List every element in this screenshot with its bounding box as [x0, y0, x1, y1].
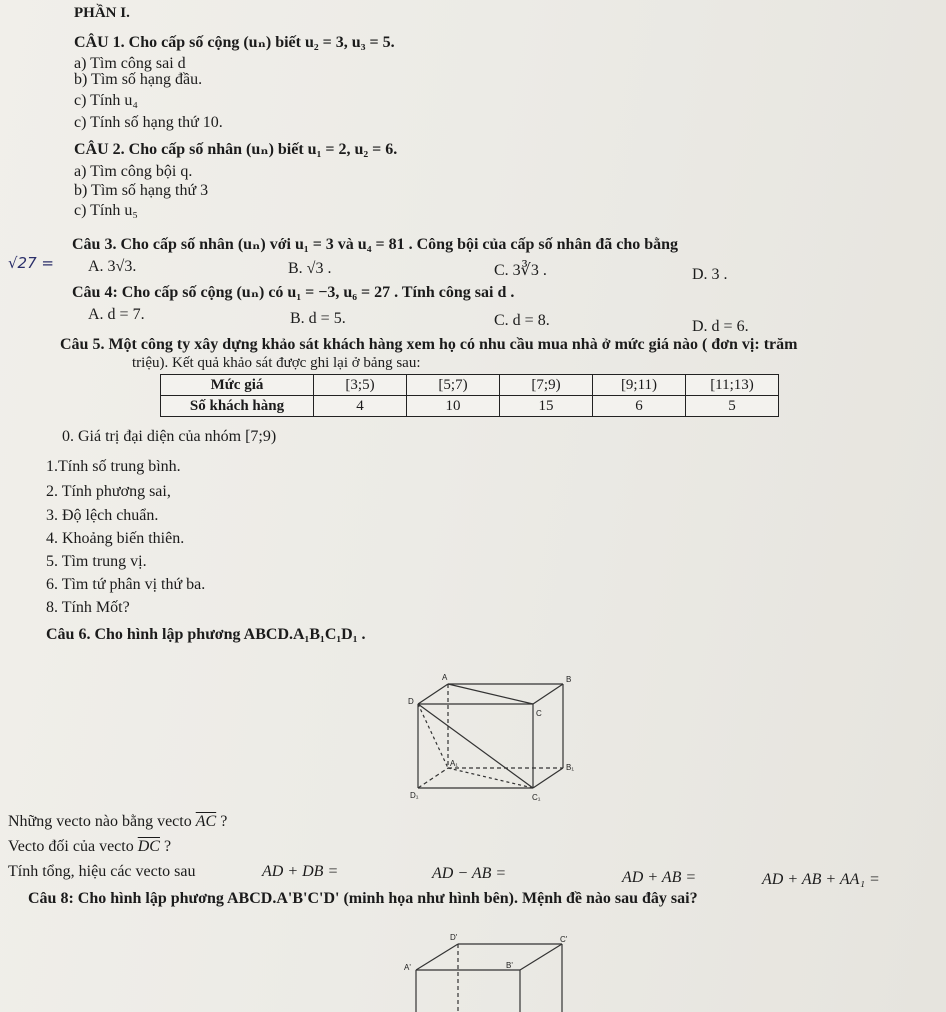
label-b-prime: B' — [506, 961, 513, 970]
q5-item-6: 6. Tìm tứ phân vị thứ ba. — [46, 576, 206, 593]
q3-option-d: D. 3 . — [692, 266, 728, 283]
label-c-prime: C' — [560, 935, 568, 944]
cube-diagram — [398, 670, 588, 810]
label-b1: B₁ — [566, 763, 575, 772]
q5-item-4: 4. Khoảng biến thiên. — [46, 530, 185, 547]
q6-expr-2: AD − AB = — [432, 865, 507, 882]
table-header-customers: Số khách hàng — [161, 396, 314, 417]
table-cell: [9;11) — [593, 375, 686, 396]
table-cell: 6 — [593, 396, 686, 417]
table-cell: 4 — [314, 396, 407, 417]
q5-item-8: 8. Tính Mốt? — [46, 599, 130, 616]
q6-s2-text: Vecto đối của vecto — [8, 838, 138, 855]
cube-hidden-edge — [418, 768, 448, 788]
table-cell: 10 — [407, 396, 500, 417]
q3-title: Câu 3. Cho cấp số nhân (uₙ) với u₁ = 3 và u₄ = 81 . Công bội của cấp số nhân đã cho bằng — [72, 236, 679, 253]
table-cell: [11;13) — [686, 375, 779, 396]
q5-title-line1: Câu 5. Một công ty xây dựng khảo sát khách hàng xem họ có nhu cầu mua nhà ở mức giá nào ( đơn vị: trăm — [60, 336, 798, 353]
handwritten-note: √27 = — [8, 254, 54, 272]
cube-edge — [520, 944, 562, 970]
q6-expr-3: AD + AB = — [622, 869, 697, 886]
q6-title: Câu 6. Cho hình lập phương ABCD.A₁B₁C₁D₁ . — [46, 626, 366, 643]
q6-statement-1 — [8, 813, 227, 831]
table-cell: [5;7) — [407, 375, 500, 396]
q4-option-c: C. d = 8. — [494, 312, 550, 329]
label-d-prime: D' — [450, 933, 458, 942]
cube-edge — [416, 944, 458, 970]
q6-statement-3: Tính tổng, hiệu các vecto sau — [8, 863, 196, 880]
cube-diagonal — [448, 684, 533, 704]
q2-a: a) Tìm công bội q. — [74, 163, 193, 180]
table-cell: 5 — [686, 396, 779, 417]
q4-option-a: A. d = 7. — [88, 306, 145, 323]
q1-d: c) Tính số hạng thứ 10. — [74, 114, 223, 131]
table-header-price: Mức giá — [161, 375, 314, 396]
vector-ac: $\overline{AC}$ — [195, 813, 217, 830]
q5-title-line2: triệu). Kết quả khảo sát được ghi lại ở bảng sau: — [132, 355, 421, 371]
q4-option-b: B. d = 5. — [290, 310, 346, 327]
q2-c: c) Tính u₅ — [74, 202, 138, 219]
label-c: C — [536, 709, 542, 718]
q3-option-c: C. 3∛3 . — [494, 262, 547, 279]
part-heading: PHẦN I. — [74, 5, 130, 21]
cube-diagonal — [418, 704, 448, 768]
q5-item-3: 3. Độ lệch chuẩn. — [46, 507, 159, 524]
label-b: B — [566, 675, 572, 684]
q3-option-b: B. √3 . — [288, 260, 332, 277]
q2-title: CÂU 2. Cho cấp số nhân (uₙ) biết u₁ = 2, u₂ = 6. — [74, 141, 398, 158]
q1-title: CÂU 1. Cho cấp số cộng (uₙ) biết u₂ = 3, u₃ = 5. — [74, 34, 395, 51]
label-a: A — [442, 673, 448, 682]
q5-item-5: 5. Tìm trung vị. — [46, 553, 147, 570]
label-a-prime: A' — [404, 963, 411, 972]
cube-edge — [418, 684, 448, 704]
q5-item-2: 2. Tính phương sai, — [46, 483, 171, 500]
cube-diagram-2 — [396, 928, 586, 1012]
table-row — [161, 375, 779, 396]
table-cell: 15 — [500, 396, 593, 417]
label-d: D — [408, 697, 414, 706]
table-cell: [3;5) — [314, 375, 407, 396]
vector-dc: $\overline{DC}$ — [137, 838, 160, 855]
label-a1: A₁ — [450, 759, 459, 768]
label-c1: C₁ — [532, 793, 541, 802]
q6-s1-end: ? — [216, 813, 228, 830]
label-d1: D₁ — [410, 791, 419, 800]
q6-s1-text: Những vecto nào bằng vecto — [8, 813, 196, 830]
q1-a: a) Tìm công sai d — [74, 55, 186, 72]
q5-item-0: 0. Giá trị đại diện của nhóm [7;9) — [62, 428, 277, 445]
q5-item-1: 1.Tính số trung bình. — [46, 458, 181, 475]
q6-s2-end: ? — [159, 838, 172, 855]
cube-edge — [533, 768, 563, 788]
q3-option-a: A. 3√3. — [88, 258, 137, 275]
cube-edge — [533, 684, 563, 704]
q6-expr-1: AD + DB = — [262, 863, 339, 880]
q6-statement-2 — [8, 838, 171, 856]
price-survey-table — [160, 374, 779, 417]
q2-b: b) Tìm số hạng thứ 3 — [74, 182, 209, 199]
cube-diagonal — [418, 704, 533, 788]
q4-option-d: D. d = 6. — [692, 318, 749, 335]
q8-title: Câu 8: Cho hình lập phương ABCD.A'B'C'D' (minh họa như hình bên). Mệnh đề nào sau đây sai? — [28, 890, 698, 907]
q1-b: b) Tìm số hạng đầu. — [74, 71, 203, 88]
q1-c: c) Tính u₄ — [74, 92, 138, 109]
table-cell: [7;9) — [500, 375, 593, 396]
q6-expr-4: AD + AB + AA₁ = — [762, 871, 880, 888]
table-row — [161, 396, 779, 417]
q4-title: Câu 4: Cho cấp số cộng (uₙ) có u₁ = −3, u₆ = 27 . Tính công sai d . — [72, 284, 515, 301]
